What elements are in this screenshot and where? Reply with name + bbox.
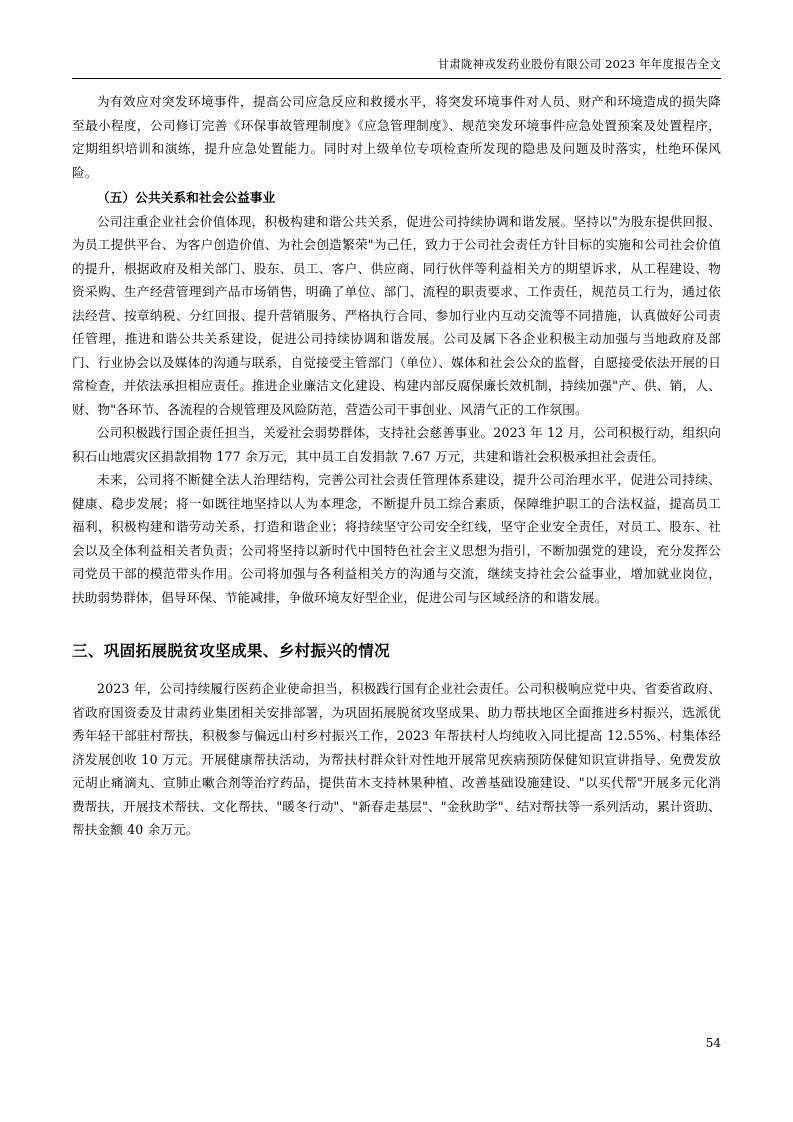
paragraph-environment-response: 为有效应对突发环境事件，提高公司应急反应和救援水平，将突发环境事件对人员、财产和环境造成的损失降至最小程度，公司修订完善《环保事故管理制度》《应急管理制度》、规范突发环境事件应急处置预案及处置程序，定期组织培训和演练，提升应急处置能力。同时对上级单位专项检查所发现的隐患及问题及时落实，杜绝环保风险。	[72, 94, 721, 180]
paragraph-rural-revitalization: 2023 年，公司持续履行医药企业使命担当，积极践行国有企业社会责任。公司积极响应党中央、省委省政府、省政府国资委及甘肃药业集团相关安排部署，为巩固拓展脱贫攻坚成果、助力帮扶地区全面推进乡村振兴，选派优秀年轻干部驻村帮扶，积极参与偏远山村乡村振兴工作，2023 年帮扶村人均纯收入同比提高 12.55%、村集体经济发展创收 10 万元。开展健康帮扶活动，为帮扶村群众针对性地开展常见疾病预防保健知识宣讲指导、免费发放元胡止痛滴丸、宣肺止嗽合剂等治疗药品，提供苗木支持林果种植、改善基础设施建设、"以买代帮"开展多元化消费帮扶，开展技术帮扶、文化帮扶、"暖冬行动"、"新春走基层"、"金秋助学"、结对帮扶等一系列活动，累计资助、帮扶金额 40 余万元。	[72, 681, 721, 837]
page-content	[72, 90, 721, 842]
header-divider	[72, 78, 721, 79]
paragraph-charity-donation: 公司积极践行国企责任担当，关爱社会弱势群体，支持社会慈善事业。2023 年 12 月，公司积极行动，组织向积石山地震灾区捐款捐物 177 余万元，其中员工自发捐款 7.67 万元，共建和谐社会积极承担社会责任。	[72, 425, 721, 464]
page-number: 54	[705, 1036, 721, 1050]
section-heading-rural-revitalization: 三、巩固拓展脱贫攻坚成果、乡村振兴的情况	[72, 641, 391, 660]
paragraph-social-value: 公司注重企业社会价值体现，积极构建和谐公共关系，促进公司持续协调和谐发展。坚持以"为股东提供回报、为员工提供平台、为客户创造价值、为社会创造繁荣"为己任，致力于公司社会责任方针目标的实施和公司社会价值的提升，根据政府及相关部门、股东、员工、客户、供应商、同行伙伴等利益相关方的期望诉求，从工程建设、物资采购、生产经营管理到产品市场销售，明确了单位、部门、流程的职责要求、工作责任，规范员工行为，通过依法经营、按章纳税、分红回报、提升营销服务、严格执行合同、参加行业内互动交流等不同措施，认真做好公司责任管理，推进和谐公共关系建设，促进公司持续协调和谐发展。公司及属下各企业积极主动加强与当地政府及部门、行业协会以及媒体的沟通与联系，自觉接受主管部门（单位）、媒体和社会公众的监督，自愿接受依法开展的日常检查，并依法承担相应责任。推进企业廉洁文化建设、构建内部反腐保廉长效机制，持续加强"产、供、销，人、财、物"各环节、各流程的合规管理及风险防范，营造公司干事创业、风清气正的工作氛围。	[72, 213, 721, 417]
page-header: 甘肃陇神戎发药业股份有限公司 2023 年年度报告全文	[437, 57, 721, 71]
subsection-heading-public-relations: （五）公共关系和社会公益事业	[97, 190, 276, 205]
paragraph-future-outlook: 未来，公司将不断健全法人治理结构，完善公司社会责任管理体系建设，提升公司治理水平，促进公司持续、健康、稳步发展；将一如既往地坚持以人为本理念，不断提升员工综合素质，保障维护职工的合法权益，提高员工福利，积极构建和谐劳动关系，打造和谐企业；将持续坚守公司安全红线，坚守企业安全责任，对员工、股东、社会以及全体利益相关者负责；公司将坚持以新时代中国特色社会主义思想为指引，不断加强党的建设，充分发挥公司党员干部的模范带头作用。公司将加强与各利益相关方的沟通与交流，继续支持社会公益事业，增加就业岗位，扶助弱势群体，倡导环保、节能减排，争做环境友好型企业，促进公司与区域经济的和谐发展。	[72, 472, 721, 605]
